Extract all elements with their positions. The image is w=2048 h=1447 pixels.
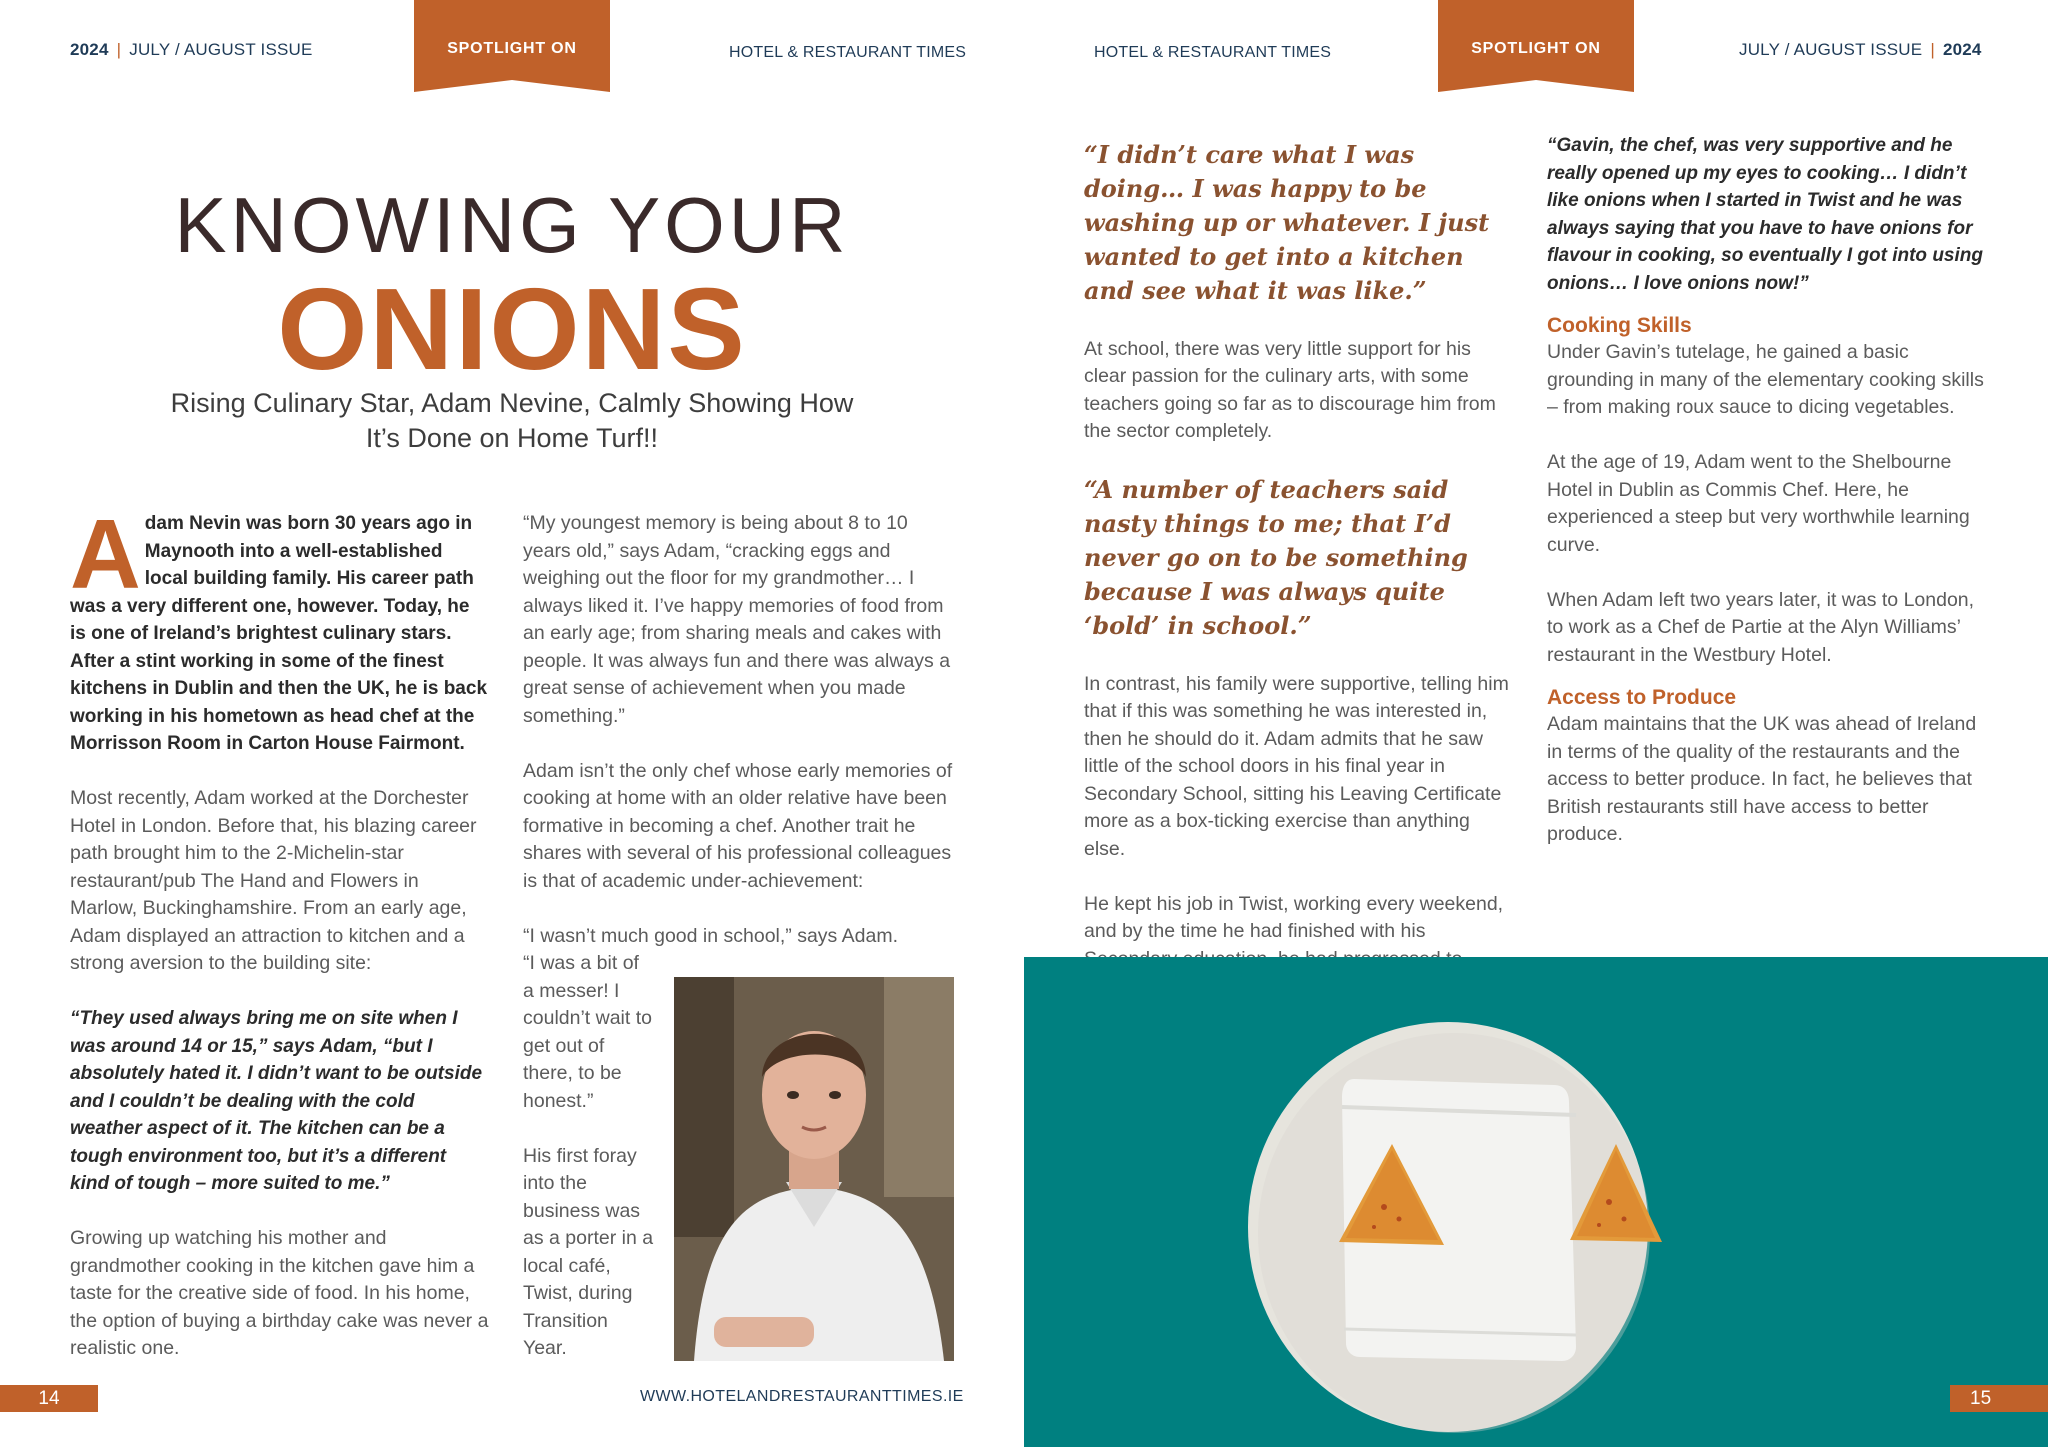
body-paragraph: Most recently, Adam worked at the Dorchester Hotel in London. Before that, his blazing career path brought him to the 2-Michelin-star restaurant/pub The Hand and Flowers in Marlow, Buckinghamshire. From an early age, Adam displayed an attraction to kitchen and a strong aversion to the building site: bbox=[70, 787, 477, 974]
article-column-3 bbox=[1084, 138, 1514, 1056]
website-link[interactable]: WWW.HOTELANDRESTAURANTTIMES.IE bbox=[640, 1388, 964, 1405]
body-paragraph: “My youngest memory is being about 8 to 10 years old,” says Adam, “cracking eggs and weighing out the floor for my grandmother… I always liked it. I’ve happy memories of food from an early age; from sharing meals and cakes with people. It was always fun and there was always a great sense of achievement when you made something.” bbox=[523, 512, 951, 727]
intro-paragraph: Adam Nevin was born 30 years ago in Maynooth into a well-established local building family. His career path was a very different one, however. Today, he is one of Ireland’s brightest culinary stars. After a stint working in some of the finest kitchens in Dublin and then the UK, he is back working in his hometown as head chef at the Morrisson Room in Carton House Fairmont. bbox=[70, 499, 488, 754]
publication-name: HOTEL & RESTAURANT TIMES bbox=[1094, 44, 1332, 61]
issue-year: 2024 bbox=[70, 40, 109, 59]
body-paragraph: When Adam left two years later, it was to London, to work as a Chef de Partie at the Alyn Williams’ restaurant in the Westbury Hotel. bbox=[1547, 588, 1975, 666]
section-banner bbox=[1438, 0, 1634, 92]
body-paragraph: At the age of 19, Adam went to the Shelbourne Hotel in Dublin as Commis Chef. Here, he experienced a steep but very worthwhile learning curve. bbox=[1547, 451, 1970, 556]
body-paragraph: “I was a bit of a messer! I couldn’t wait to get out of there, to be honest.” bbox=[523, 952, 652, 1112]
page-number: 15 bbox=[1950, 1385, 2048, 1412]
body-paragraph: His first foray into the business was as a porter in a local café, Twist, during Transition Year. bbox=[523, 1144, 654, 1359]
article-column-1 bbox=[70, 499, 490, 1390]
quote-paragraph: “Gavin, the chef, was very supportive and he really opened up my eyes to cooking… I didn’t like onions when I started in Twist and he was always saying that you have to have onions for flavour in cooking, so eventually I got into using onions… I love onions now!” bbox=[1547, 135, 1983, 294]
issue-label: JULY / AUGUST ISSUE bbox=[1739, 40, 1923, 59]
pull-quote: “I didn’t care what I was doing… I was happy to be washing up or whatever. I just wanted to get into a kitchen and see what it was like.” bbox=[1084, 140, 1490, 305]
page-number: 14 bbox=[0, 1385, 98, 1412]
right-page bbox=[1024, 0, 2048, 1447]
body-paragraph: Growing up watching his mother and grandmother cooking in the kitchen gave him a taste for the creative side of food. In his home, the option of buying a birthday cake was never a realistic one. bbox=[70, 1227, 489, 1359]
banner-label: SPOTLIGHT ON bbox=[1471, 40, 1601, 57]
body-paragraph: Adam isn’t the only chef whose early memories of cooking at home with an older relative have been formative in becoming a chef. Another trait he shares with several of his professional colleagues is that of academic under-achievement: bbox=[523, 759, 953, 892]
issue-header: JULY / AUGUST ISSUE | 2024 bbox=[1739, 40, 1982, 59]
article-column-4 bbox=[1547, 132, 1987, 876]
pull-quote: “A number of teachers said nasty things to me; that I’d never go on to be something because I was always quite ‘bold’ in school.” bbox=[1084, 475, 1468, 640]
section-heading: Access to Produce bbox=[1547, 686, 1737, 709]
quote-paragraph: “They used always bring me on site when I was around 14 or 15,” says Adam, “but I absolutely hated it. I didn’t want to be outside and I couldn’t be dealing with the cold weather aspect of it. The kitchen can be a tough environment too, but it’s a different kind of tough – more suited to me.” bbox=[70, 1008, 483, 1194]
body-paragraph: In contrast, his family were supportive, telling him that if this was something he was interested in, then he should do it. Adam admits that he saw little of the school doors in his final year in Secondary School, sitting his Leaving Certificate more as a box-ticking exercise than anything else. bbox=[1084, 672, 1509, 860]
narrow-text-block bbox=[523, 950, 655, 1363]
issue-year: 2024 bbox=[1942, 40, 1982, 59]
banner-label: SPOTLIGHT ON bbox=[447, 40, 577, 57]
issue-label: JULY / AUGUST ISSUE bbox=[129, 40, 313, 59]
publication-name: HOTEL & RESTAURANT TIMES bbox=[729, 44, 967, 61]
dish-photo bbox=[1024, 957, 2048, 1447]
section-heading: Cooking Skills bbox=[1547, 314, 1692, 337]
body-paragraph: At school, there was very little support for his clear passion for the culinary arts, with some teachers going so far as to discourage him from the sector completely. bbox=[1084, 337, 1496, 442]
section-banner bbox=[414, 0, 610, 92]
headline-line1: KNOWING YOUR bbox=[174, 181, 850, 269]
headline-line2: ONIONS bbox=[277, 264, 747, 394]
body-paragraph: “I wasn’t much good in school,” says Adam. bbox=[523, 924, 899, 947]
issue-header: 2024 | JULY / AUGUST ISSUE bbox=[70, 40, 313, 59]
body-paragraph: He kept his job in Twist, working every weekend, and by the time he had finished with his bbox=[1084, 892, 1504, 942]
drop-cap: A bbox=[70, 499, 141, 609]
body-paragraph: Adam maintains that the UK was ahead of Ireland in terms of the quality of the restaurants and the access to better produce. In fact, he believes that British restaurants still have access to better produce. bbox=[1547, 713, 1977, 845]
chef-portrait-photo bbox=[674, 977, 954, 1361]
subheadline: Rising Culinary Star, Adam Nevine, Calmly Showing How It’s Done on Home Turf!! bbox=[170, 388, 854, 453]
body-paragraph: Under Gavin’s tutelage, he gained a basic grounding in many of the elementary cooking skills – from making roux sauce to dicing vegetables. bbox=[1547, 341, 1984, 418]
